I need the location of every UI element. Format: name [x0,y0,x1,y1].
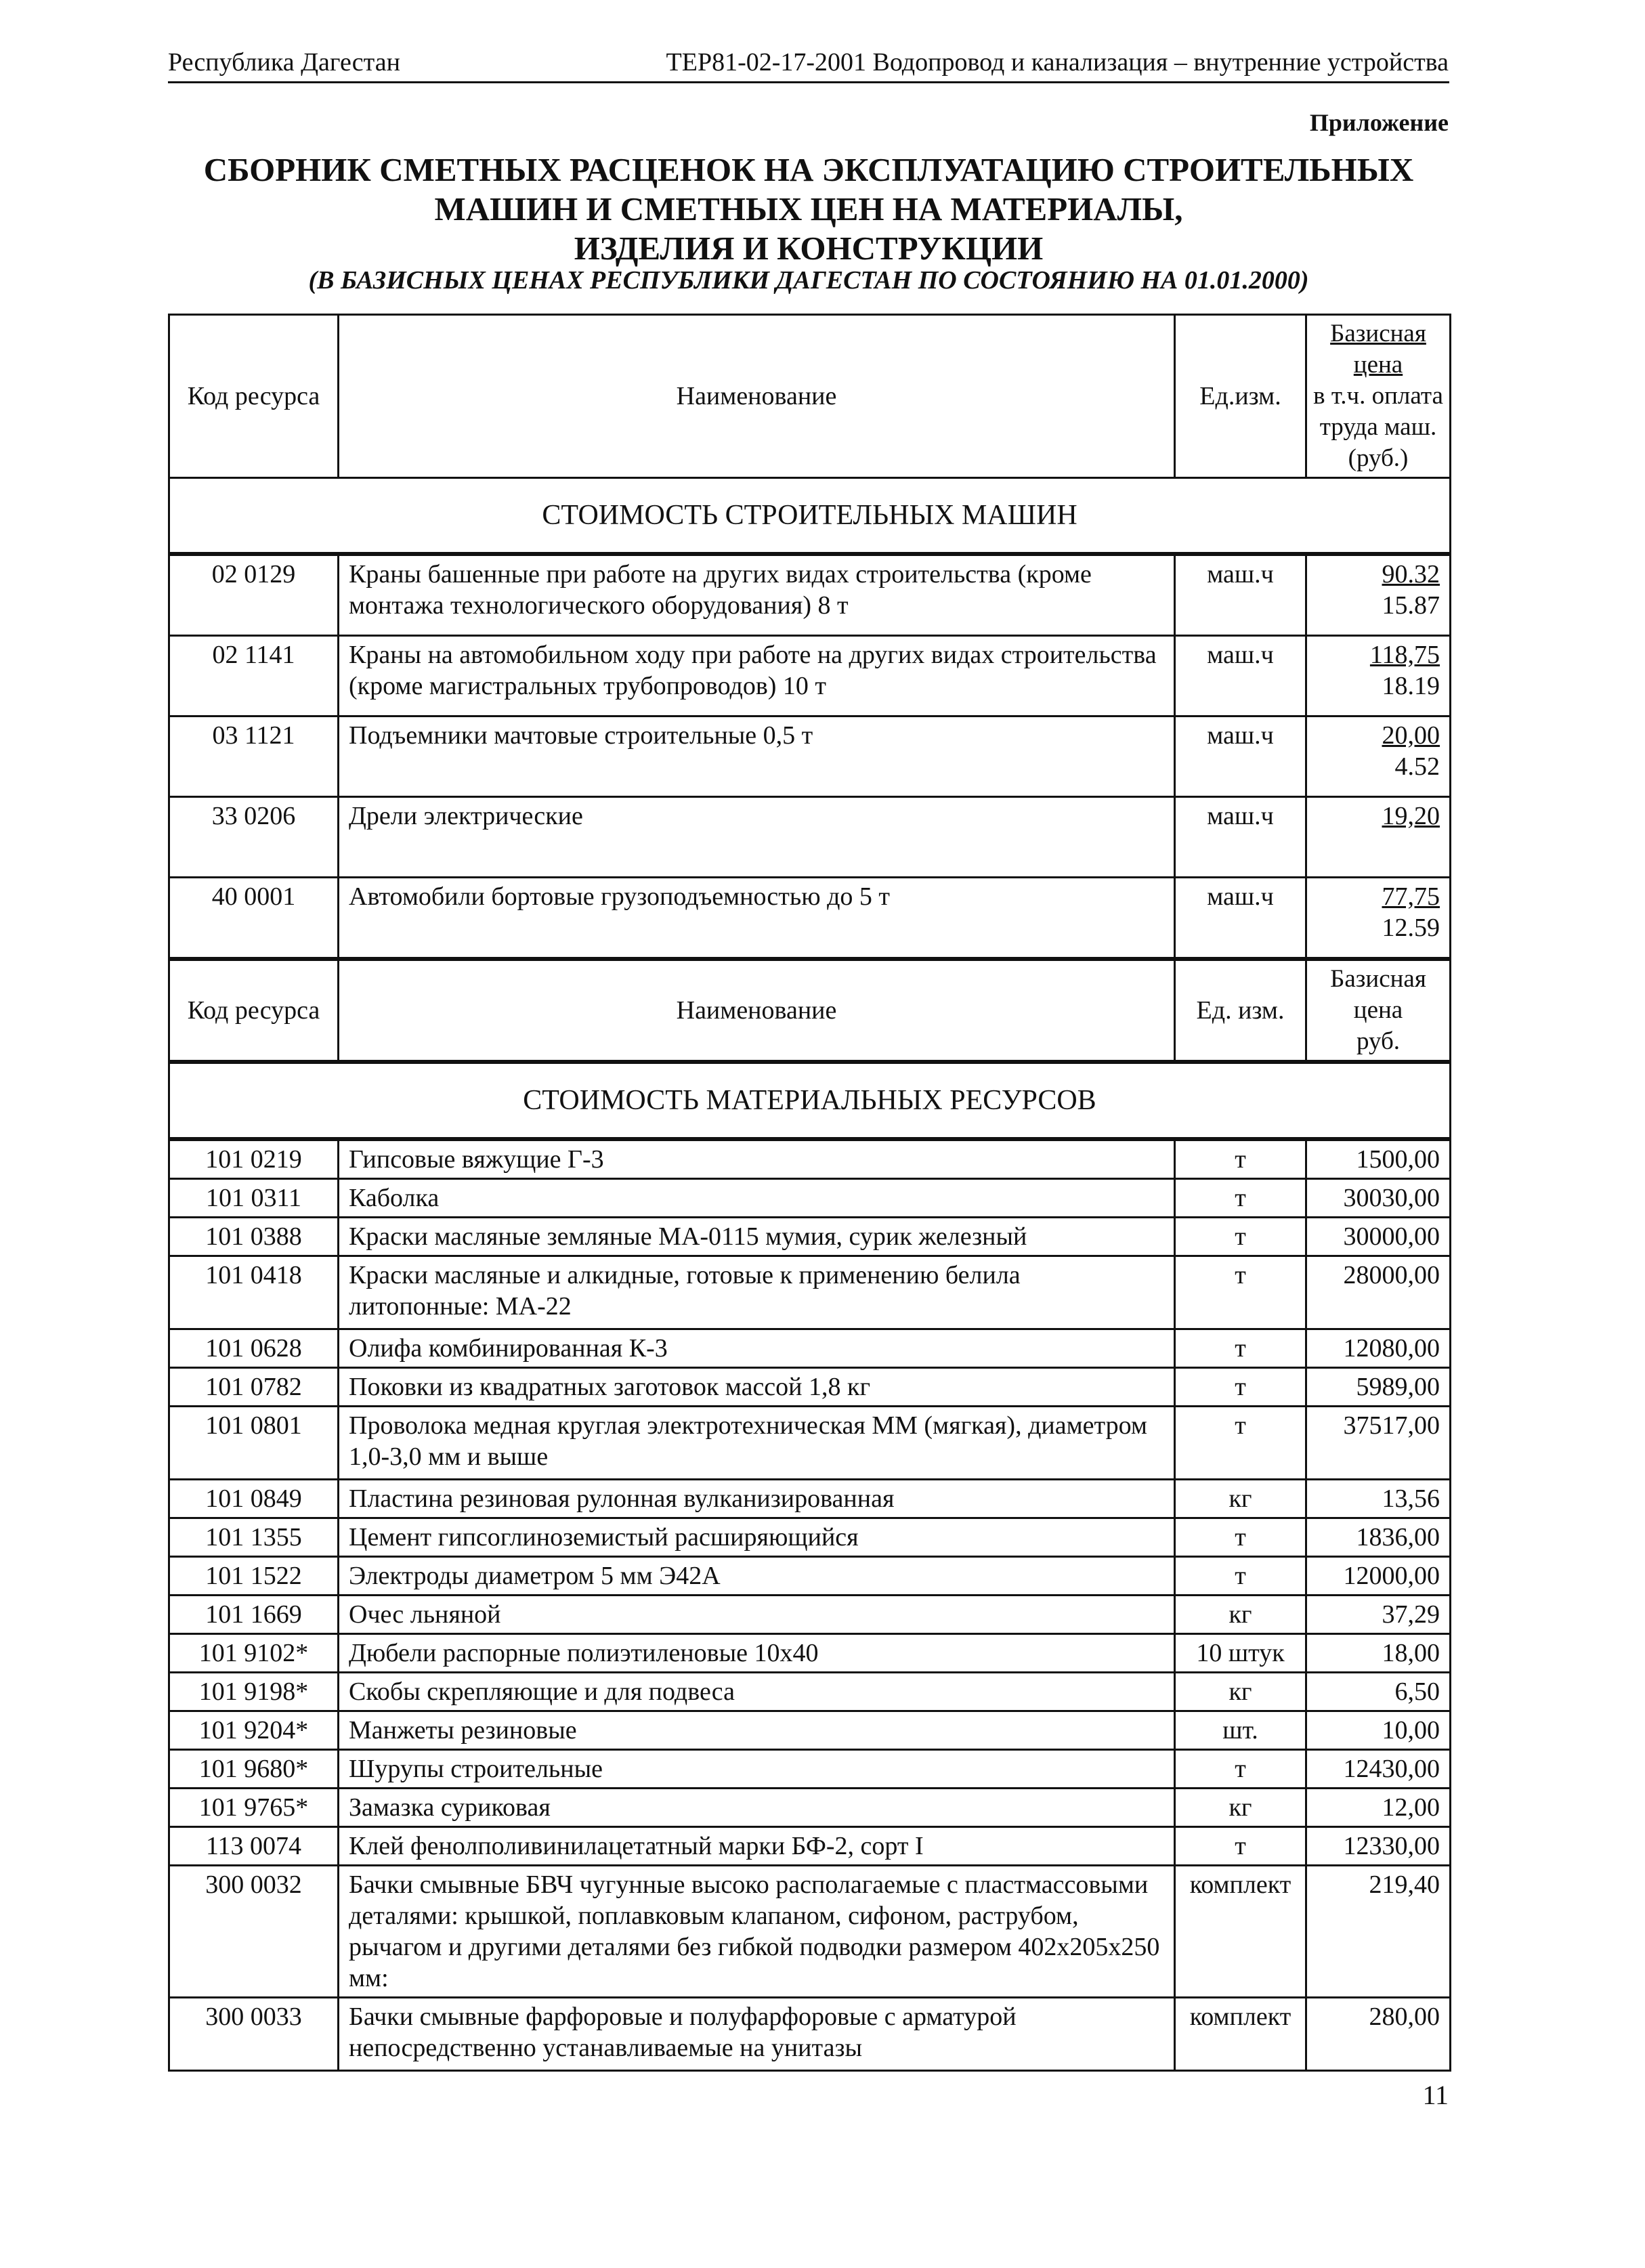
resource-price [1306,554,1451,636]
resource-name: Электроды диаметром 5 мм Э42А [339,1557,1175,1596]
page-title [168,150,1449,268]
page-subtitle: (В БАЗИСНЫХ ЦЕНАХ РЕСПУБЛИКИ ДАГЕСТАН ПО СОСТОЯНИЮ НА 01.01.2000) [308,266,1309,295]
header-price-line: руб. [1356,1027,1401,1055]
resource-code: 101 9102* [169,1634,339,1673]
header-code: Код ресурса [169,959,339,1062]
resource-name: Манжеты резиновые [339,1711,1175,1750]
resource-name: Гипсовые вяжущие Г-3 [339,1139,1175,1179]
header-price-line: Базисная цена [1330,320,1426,379]
materials-header-row [169,959,1451,1062]
resource-name: Бачки смывные фарфоровые и полуфарфоровые с арматурой непосредственно устанавливаемые на унитазы [339,1998,1175,2071]
resource-price: 30000,00 [1306,1218,1451,1256]
table-row [169,1256,1451,1329]
base-price: 19,20 [1382,802,1440,830]
base-price: 77,75 [1382,882,1440,911]
resource-code: 101 9680* [169,1750,339,1789]
resource-price: 12430,00 [1306,1750,1451,1789]
resource-unit: 10 штук [1175,1634,1306,1673]
table-row [169,1179,1451,1218]
section-title-materials: СТОИМОСТЬ МАТЕРИАЛЬНЫХ РЕСУРСОВ [169,1062,1451,1139]
resource-code: 02 0129 [169,554,339,636]
resource-name: Шурупы строительные [339,1750,1175,1789]
resource-name: Краны на автомобильном ходу при работе на других видах строительства (кроме магистральных трубопроводов) 10 т [339,636,1175,716]
resource-unit: кг [1175,1596,1306,1634]
labor-price: 12.59 [1382,914,1440,942]
resource-name: Очес льняной [339,1596,1175,1634]
resource-unit: маш.ч [1175,797,1306,878]
resource-price: 6,50 [1306,1673,1451,1711]
resource-price: 1500,00 [1306,1139,1451,1179]
resource-code: 113 0074 [169,1827,339,1866]
resource-price [1306,797,1451,878]
resource-unit: шт. [1175,1711,1306,1750]
resource-price [1306,878,1451,960]
resource-name: Проволока медная круглая электротехническая ММ (мягкая), диаметром 1,0-3,0 мм и выше [339,1407,1175,1480]
resource-unit: т [1175,1827,1306,1866]
resource-unit: т [1175,1368,1306,1407]
header-name: Наименование [339,315,1175,478]
page-number: 11 [1422,2080,1449,2110]
header-price-line: (руб.) [1348,444,1409,472]
resource-code: 40 0001 [169,878,339,960]
resource-price: 37,29 [1306,1596,1451,1634]
table-row [169,554,1451,636]
table-row [169,1998,1451,2071]
resource-price [1306,716,1451,797]
resource-price: 13,56 [1306,1480,1451,1518]
resource-price: 12000,00 [1306,1557,1451,1596]
resource-code: 101 0628 [169,1329,339,1368]
header-price-line: труда маш. [1319,413,1437,441]
table-row [169,1218,1451,1256]
resource-name: Дюбели распорные полиэтиленовые 10х40 [339,1634,1175,1673]
resource-code: 300 0033 [169,1998,339,2071]
resource-unit: маш.ч [1175,716,1306,797]
table-row [169,1596,1451,1634]
table-row [169,1557,1451,1596]
resource-unit: т [1175,1329,1306,1368]
resource-price: 28000,00 [1306,1256,1451,1329]
resource-unit: т [1175,1750,1306,1789]
header-name: Наименование [339,959,1175,1062]
resource-code: 101 0311 [169,1179,339,1218]
resource-code: 03 1121 [169,716,339,797]
resource-name: Краски масляные и алкидные, готовые к применению белила литопонные: МА-22 [339,1256,1175,1329]
resource-unit: т [1175,1518,1306,1557]
resource-code: 101 9204* [169,1711,339,1750]
base-price: 118,75 [1369,641,1440,669]
machines-header-row [169,315,1451,478]
resource-name: Бачки смывные БВЧ чугунные высоко располагаемые с пластмассовыми деталями: крышкой, поплавковым клапаном, сифоном, раструбом, рычагом и другими деталями без гибкой подводки размером 402х205х250 мм: [339,1866,1175,1998]
table-row [169,878,1451,960]
header-price-line: в т.ч. оплата [1313,382,1443,410]
running-header-region: Республика Дагестан [168,48,400,77]
resource-code: 101 1522 [169,1557,339,1596]
labor-price: 4.52 [1394,752,1440,781]
table-row [169,1368,1451,1407]
resource-code: 101 9198* [169,1673,339,1711]
resource-code: 101 0801 [169,1407,339,1480]
resource-name: Скобы скрепляющие и для подвеса [339,1673,1175,1711]
resource-code: 02 1141 [169,636,339,716]
resource-price: 12080,00 [1306,1329,1451,1368]
resource-price: 5989,00 [1306,1368,1451,1407]
resource-name: Цемент гипсоглиноземистый расширяющийся [339,1518,1175,1557]
labor-price: 18.19 [1382,672,1440,700]
table-row [169,1711,1451,1750]
table-row [169,1407,1451,1480]
resource-unit: комплект [1175,1866,1306,1998]
resource-price: 10,00 [1306,1711,1451,1750]
resource-unit: кг [1175,1789,1306,1827]
resource-code: 101 9765* [169,1789,339,1827]
title-line: ИЗДЕЛИЯ И КОНСТРУКЦИИ [574,230,1044,267]
table-row [169,1827,1451,1866]
resource-unit: т [1175,1179,1306,1218]
resource-price: 280,00 [1306,1998,1451,2071]
resource-code: 101 1669 [169,1596,339,1634]
table-row [169,1866,1451,1998]
resource-unit: т [1175,1557,1306,1596]
header-price-line: Базисная цена [1330,965,1426,1024]
table-row [169,1329,1451,1368]
header-rule [168,81,1449,83]
resource-code: 101 0849 [169,1480,339,1518]
resource-name: Дрели электрические [339,797,1175,878]
table-row [169,1518,1451,1557]
base-price: 20,00 [1382,721,1440,750]
resource-name: Пластина резиновая рулонная вулканизированная [339,1480,1175,1518]
resource-name: Краски масляные земляные МА-0115 мумия, сурик железный [339,1218,1175,1256]
resource-price: 30030,00 [1306,1179,1451,1218]
price-table [168,314,1451,2072]
resource-price: 1836,00 [1306,1518,1451,1557]
resource-price: 37517,00 [1306,1407,1451,1480]
section-title-machines: СТОИМОСТЬ СТРОИТЕЛЬНЫХ МАШИН [169,478,1451,555]
resource-unit: т [1175,1218,1306,1256]
resource-unit: маш.ч [1175,878,1306,960]
resource-price: 12,00 [1306,1789,1451,1827]
resource-price [1306,636,1451,716]
resource-code: 101 0219 [169,1139,339,1179]
table-row [169,1139,1451,1179]
resource-price: 18,00 [1306,1634,1451,1673]
resource-price: 12330,00 [1306,1827,1451,1866]
resource-name: Поковки из квадратных заготовок массой 1,8 кг [339,1368,1175,1407]
resource-name: Олифа комбинированная К-3 [339,1329,1175,1368]
header-unit: Ед. изм. [1175,959,1306,1062]
header-unit: Ед.изм. [1175,315,1306,478]
resource-name: Каболка [339,1179,1175,1218]
resource-unit: маш.ч [1175,636,1306,716]
header-price [1306,959,1451,1062]
resource-unit: т [1175,1139,1306,1179]
resource-code: 33 0206 [169,797,339,878]
table-row [169,1673,1451,1711]
table-row [169,716,1451,797]
resource-name: Автомобили бортовые грузоподъемностью до 5 т [339,878,1175,960]
table-row [169,1789,1451,1827]
resource-code: 101 0782 [169,1368,339,1407]
title-line: МАШИН И СМЕТНЫХ ЦЕН НА МАТЕРИАЛЫ, [434,190,1183,228]
resource-name: Клей фенолполивинилацетатный марки БФ-2, сорт I [339,1827,1175,1866]
resource-price: 219,40 [1306,1866,1451,1998]
table-row [169,636,1451,716]
labor-price: 15.87 [1382,591,1440,620]
resource-unit: кг [1175,1673,1306,1711]
title-line: СБОРНИК СМЕТНЫХ РАСЦЕНОК НА ЭКСПЛУАТАЦИЮ СТРОИТЕЛЬНЫХ [203,151,1414,188]
resource-unit: т [1175,1407,1306,1480]
appendix-label: Приложение [1309,109,1449,136]
resource-unit: маш.ч [1175,554,1306,636]
resource-code: 101 1355 [169,1518,339,1557]
table-row [169,1750,1451,1789]
resource-code: 101 0418 [169,1256,339,1329]
resource-unit: комплект [1175,1998,1306,2071]
header-code: Код ресурса [169,315,339,478]
table-row [169,797,1451,878]
materials-section-row [169,1062,1451,1139]
running-header-document: ТЕР81-02-17-2001 Водопровод и канализация – внутренние устройства [666,48,1449,77]
base-price: 90.32 [1382,560,1440,589]
resource-name: Подъемники мачтовые строительные 0,5 т [339,716,1175,797]
resource-unit: т [1175,1256,1306,1329]
resource-unit: кг [1175,1480,1306,1518]
resource-name: Краны башенные при работе на других видах строительства (кроме монтажа технологического оборудования) 8 т [339,554,1175,636]
resource-code: 300 0032 [169,1866,339,1998]
table-row [169,1480,1451,1518]
table-row [169,1634,1451,1673]
resource-code: 101 0388 [169,1218,339,1256]
machines-section-row [169,478,1451,555]
resource-name: Замазка суриковая [339,1789,1175,1827]
header-price [1306,315,1451,478]
